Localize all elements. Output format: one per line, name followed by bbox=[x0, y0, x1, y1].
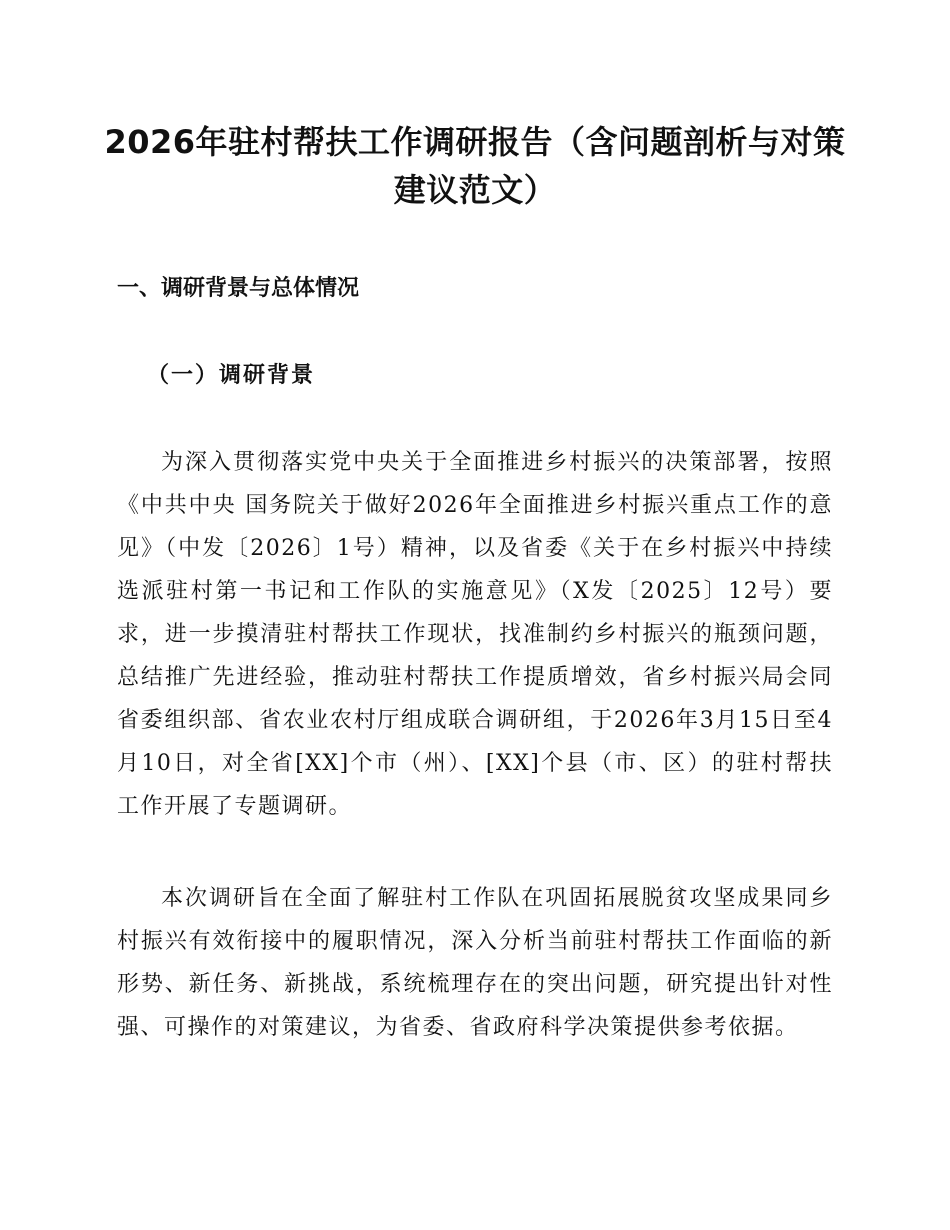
section-heading-background: 一、调研背景与总体情况 bbox=[117, 276, 360, 301]
subsection-heading-background: （一）调研背景 bbox=[147, 362, 316, 388]
paragraph-purpose: 本次调研旨在全面了解驻村工作队在巩固拓展脱贫攻坚成果同乡村振兴有效衔接中的履职情况，深入分析当前驻村帮扶工作面临的新形势、新任务、新挑战，系统梳理存在的突出问题，研究提出针对性强、可操作的对策建议，为省委、省政府科学决策提供参考依据。 bbox=[117, 886, 833, 1040]
document-title: 2026年驻村帮扶工作调研报告（含问题剖析与对策建议范文） bbox=[104, 123, 846, 209]
paragraph-background: 为深入贯彻落实党中央关于全面推进乡村振兴的决策部署，按照《中共中央 国务院关于做好2026年全面推进乡村振兴重点工作的意见》（中发〔2026〕1号）精神，以及省委《关于在乡村振兴中持续选派驻村第一书记和工作队的实施意见》（X发〔2025〕12号）要求，进一步摸清驻村帮扶工作现状，找准制约乡村振兴的瓶颈问题，总结推广先进经验，推动驻村帮扶工作提质增效，省乡村振兴局会同省委组织部、省农业农村厅组成联合调研组，于2026年3月15日至4月10日，对全省[XX]个市（州）、[XX]个县（市、区）的驻村帮扶工作开展了专题调研。 bbox=[117, 450, 833, 819]
